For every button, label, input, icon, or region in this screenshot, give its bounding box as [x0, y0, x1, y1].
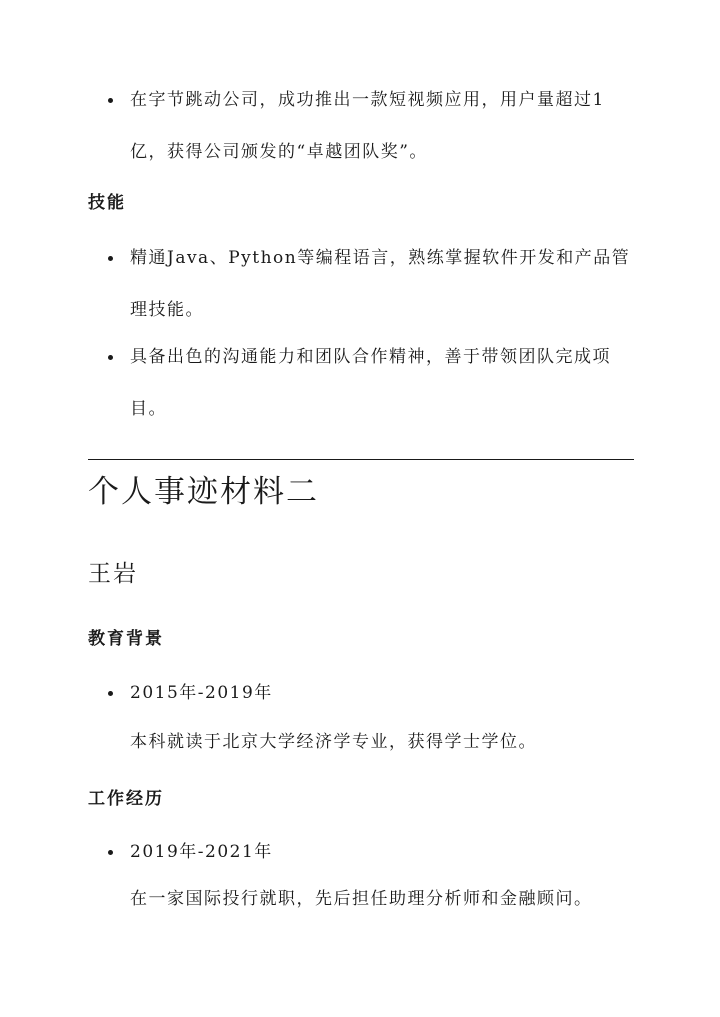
- work-heading: 工作经历: [88, 789, 164, 809]
- education-period: 2015年-2019年: [130, 683, 273, 703]
- page-title: 个人事迹材料二: [88, 474, 319, 510]
- bullet-icon: [108, 256, 113, 261]
- education-detail: 本科就读于北京大学经济学专业，获得学士学位。: [130, 732, 537, 752]
- skill-text: 具备出色的沟通能力和团队合作精神，善于带领团队完成项目。: [130, 347, 611, 419]
- bullet-icon: [108, 691, 113, 696]
- work-detail: 在一家国际投行就职，先后担任助理分析师和金融顾问。: [130, 889, 593, 909]
- skills-heading: 技能: [88, 193, 126, 213]
- bullet-icon: [108, 355, 113, 360]
- bullet-icon: [108, 98, 113, 103]
- section-divider: [88, 459, 634, 460]
- skill-text: 精通Java、Python等编程语言，熟练掌握软件开发和产品管理技能。: [130, 248, 631, 320]
- achievement-text: 在字节跳动公司，成功推出一款短视频应用，用户量超过1亿，获得公司颁发的“卓越团队奖”。: [130, 90, 605, 162]
- bullet-icon: [108, 850, 113, 855]
- person-name: 王岩: [88, 561, 138, 587]
- education-heading: 教育背景: [88, 629, 164, 649]
- work-period: 2019年-2021年: [130, 842, 273, 862]
